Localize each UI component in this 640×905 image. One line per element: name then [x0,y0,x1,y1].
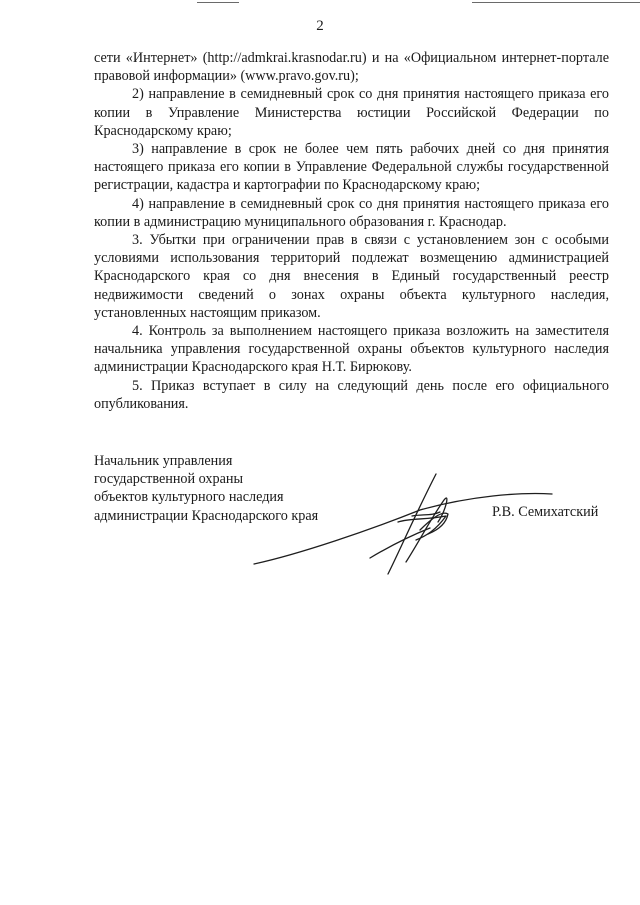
signer-name: Р.В. Семихатский [492,504,599,520]
signatory-title-line: Начальник управления [94,453,233,469]
paragraph-continuation: сети «Интернет» (http://admkrai.krasnodar.ru) и на «Официальном интернет-портале правовой информации» (www.pravo.gov.ru); [94,50,609,85]
paragraph-item-3: 3) направление в срок не более чем пять рабочих дней со дня принятия настоящего приказа его копии в Управление Федеральной службы государственной регистрации, кадастра и картографии по Краснодарскому краю; [94,141,609,194]
paragraph-item-2: 2) направление в семидневный срок со дня принятия настоящего приказа его копии в Управление Министерства юстиции Российской Федерации по Краснодарскому краю; [94,86,609,139]
signatory-title-line: государственной охраны [94,471,244,488]
paragraph-clause-4: 4. Контроль за выполнением настоящего приказа возложить на заместителя начальника управления государственной охраны объектов культурного наследия администрации Краснодарского края Н.Т. Бирюкову. [94,323,609,376]
scan-artifact-line [472,2,640,3]
page-number: 2 [316,18,324,34]
scan-artifact-line [197,2,239,3]
paragraph-item-4: 4) направление в семидневный срок со дня принятия настоящего приказа его копии в администрацию муниципального образования г. Краснодар. [94,195,609,230]
document-body [94,49,609,413]
handwritten-signature [250,470,570,590]
paragraph-clause-3: 3. Убытки при ограничении прав в связи с установлением зон с особыми условиями использования территорий подлежат возмещению администрацией Краснодарского края со дня внесения в Единый государственный реестр недвижимости сведений о зонах охраны объекта культурного наследия, установленных настоящим приказом. [94,232,609,321]
signatory-title-line: объектов культурного наследия [94,489,284,506]
signatory-title-line: администрации Краснодарского края [94,507,319,524]
paragraph-clause-5: 5. Приказ вступает в силу на следующий день после его официального опубликования. [94,377,609,412]
